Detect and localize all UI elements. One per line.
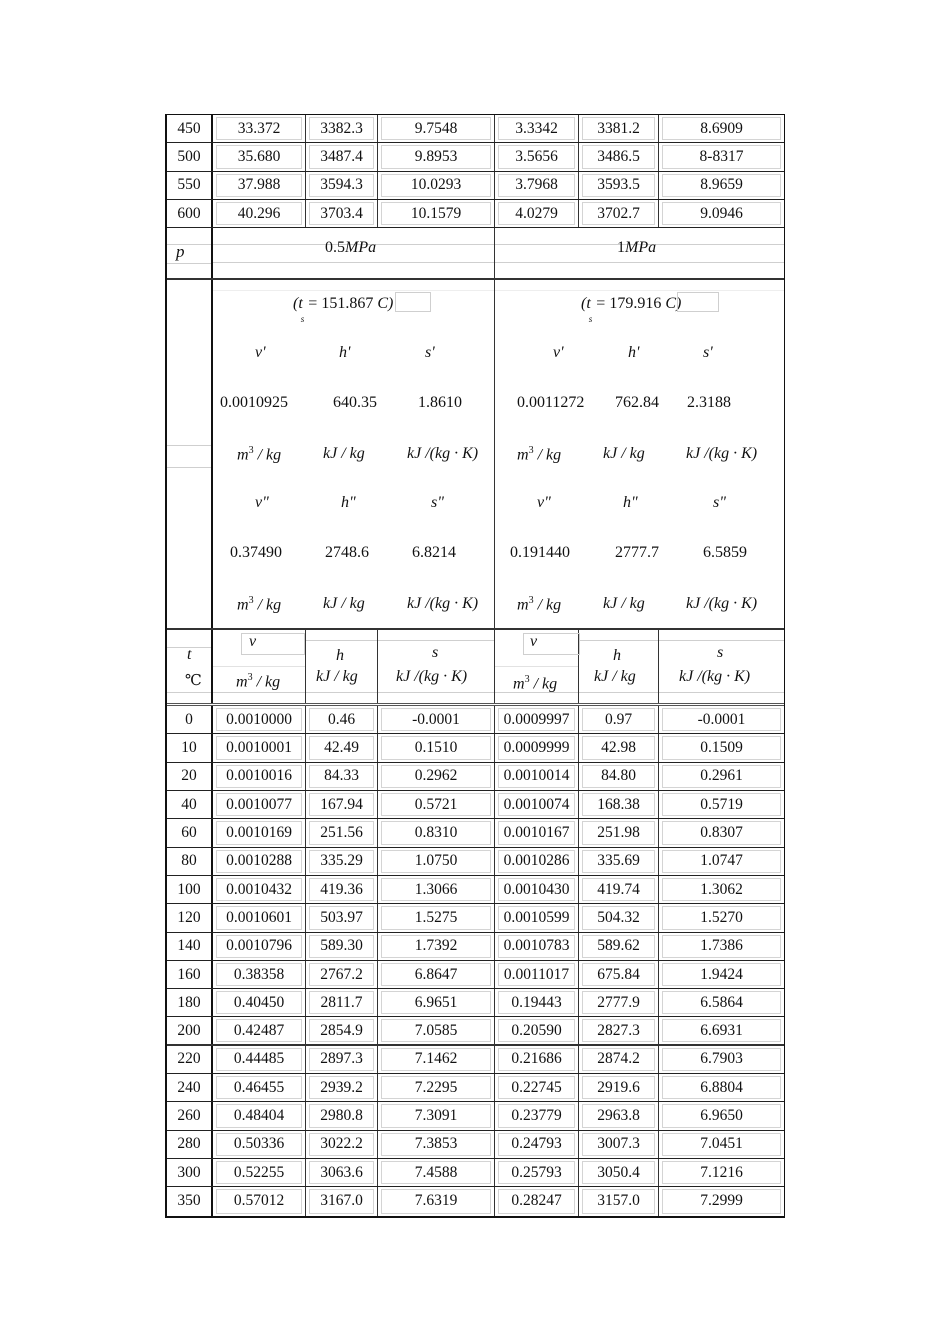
s-cell-0.5mpa: 6.8647 bbox=[378, 961, 495, 988]
h-cell-1mpa: 42.98 bbox=[579, 734, 659, 761]
s-cell-0.5mpa: 7.2295 bbox=[378, 1074, 495, 1101]
v-vapor-unit: $m^3$ / kg bbox=[517, 595, 562, 614]
s-cell-1mpa: 0.2961 bbox=[659, 763, 784, 790]
temp-cell: 140 bbox=[167, 933, 213, 960]
h-cell-1mpa: 504.32 bbox=[579, 904, 659, 931]
pressure-1mpa-label: 1MPa bbox=[617, 239, 657, 257]
table-row bbox=[167, 989, 784, 1017]
saturation-temp-0.5mpa: ($t_s = 151.867$ C) bbox=[293, 295, 394, 325]
s-header-0.5mpa bbox=[378, 630, 495, 703]
s-cell-0.5mpa: 7.3853 bbox=[378, 1131, 495, 1158]
h-liquid-value: 640.35 bbox=[333, 394, 377, 412]
v-vapor-symbol: v" bbox=[537, 494, 551, 512]
s-cell-1mpa: -0.0001 bbox=[659, 706, 784, 733]
temp-cell: 100 bbox=[167, 876, 213, 903]
table-row bbox=[167, 1017, 784, 1045]
v-cell-0.5mpa: 35.680 bbox=[213, 143, 306, 170]
h-cell-1mpa: 2963.8 bbox=[579, 1102, 659, 1129]
temp-cell: 120 bbox=[167, 904, 213, 931]
v-cell-0.5mpa: 0.0010288 bbox=[213, 848, 306, 875]
v-cell-1mpa: 0.0010074 bbox=[495, 791, 579, 818]
h-cell-0.5mpa: 42.49 bbox=[306, 734, 378, 761]
temp-header-cell bbox=[167, 630, 213, 703]
h-vapor-symbol: h" bbox=[341, 494, 356, 512]
s-header-1mpa bbox=[659, 630, 784, 703]
h-liquid-symbol: h' bbox=[339, 344, 351, 362]
s-cell-1mpa: 0.5719 bbox=[659, 791, 784, 818]
h-cell-1mpa: 168.38 bbox=[579, 791, 659, 818]
h-cell-0.5mpa: 0.46 bbox=[306, 706, 378, 733]
v-cell-0.5mpa: 37.988 bbox=[213, 172, 306, 199]
h-cell-0.5mpa: 419.36 bbox=[306, 876, 378, 903]
v-cell-1mpa: 0.23779 bbox=[495, 1102, 579, 1129]
v-cell-1mpa: 0.0010783 bbox=[495, 933, 579, 960]
h-vapor-value: 2777.7 bbox=[615, 544, 659, 562]
h-cell-0.5mpa: 3167.0 bbox=[306, 1187, 378, 1215]
table-row bbox=[167, 1131, 784, 1159]
s-cell-0.5mpa: 1.3066 bbox=[378, 876, 495, 903]
table-row bbox=[167, 791, 784, 819]
saturation-section bbox=[167, 280, 784, 630]
h-cell-1mpa: 335.69 bbox=[579, 848, 659, 875]
saturation-0.5mpa bbox=[213, 280, 495, 628]
temp-unit: ℃ bbox=[185, 673, 202, 690]
h-cell-0.5mpa: 2897.3 bbox=[306, 1046, 378, 1073]
h-cell-1mpa: 419.74 bbox=[579, 876, 659, 903]
temp-cell: 550 bbox=[167, 172, 213, 199]
table-row bbox=[167, 734, 784, 762]
s-vapor-symbol: s" bbox=[713, 494, 726, 512]
s-cell-1mpa: 8.9659 bbox=[659, 172, 784, 199]
h-header-1mpa bbox=[579, 630, 659, 703]
steam-table bbox=[165, 114, 785, 1218]
h-cell-1mpa: 3486.5 bbox=[579, 143, 659, 170]
h-cell-1mpa: 84.80 bbox=[579, 763, 659, 790]
v-cell-0.5mpa: 0.0010077 bbox=[213, 791, 306, 818]
table-row bbox=[167, 933, 784, 961]
v-cell-1mpa: 0.0011017 bbox=[495, 961, 579, 988]
s-cell-0.5mpa: 1.7392 bbox=[378, 933, 495, 960]
s-unit: kJ /(kg · K) bbox=[679, 668, 751, 686]
v-cell-1mpa: 0.0010014 bbox=[495, 763, 579, 790]
v-symbol: v bbox=[249, 633, 257, 651]
temp-cell: 300 bbox=[167, 1159, 213, 1186]
v-vapor-symbol: v" bbox=[255, 494, 269, 512]
v-cell-1mpa: 0.0009997 bbox=[495, 706, 579, 733]
s-cell-0.5mpa: 0.5721 bbox=[378, 791, 495, 818]
v-vapor-unit: $m^3$ / kg bbox=[237, 595, 282, 614]
s-cell-1mpa: 7.0451 bbox=[659, 1131, 784, 1158]
v-cell-0.5mpa: 0.50336 bbox=[213, 1131, 306, 1158]
s-vapor-value: 6.5859 bbox=[703, 544, 747, 562]
table-row bbox=[167, 115, 784, 143]
s-cell-0.5mpa: 10.0293 bbox=[378, 172, 495, 199]
v-unit: $m^3$ / kg bbox=[236, 672, 281, 691]
s-cell-1mpa: 1.5270 bbox=[659, 904, 784, 931]
h-cell-1mpa: 675.84 bbox=[579, 961, 659, 988]
table-row bbox=[167, 763, 784, 791]
s-cell-0.5mpa: 7.3091 bbox=[378, 1102, 495, 1129]
saturation-label-cell bbox=[167, 280, 213, 628]
v-liquid-value: 0.0011272 bbox=[517, 394, 585, 412]
temp-cell: 240 bbox=[167, 1074, 213, 1101]
pressure-0.5mpa-label: 0.5MPa bbox=[325, 239, 377, 257]
h-unit: kJ / kg bbox=[316, 668, 358, 686]
s-cell-1mpa: 6.5864 bbox=[659, 989, 784, 1016]
v-cell-1mpa: 0.0010599 bbox=[495, 904, 579, 931]
s-cell-0.5mpa: 6.9651 bbox=[378, 989, 495, 1016]
v-cell-0.5mpa: 0.0010016 bbox=[213, 763, 306, 790]
s-cell-1mpa: 7.1216 bbox=[659, 1159, 784, 1186]
h-cell-1mpa: 3050.4 bbox=[579, 1159, 659, 1186]
v-cell-1mpa: 0.24793 bbox=[495, 1131, 579, 1158]
v-cell-1mpa: 3.7968 bbox=[495, 172, 579, 199]
s-cell-1mpa: 1.9424 bbox=[659, 961, 784, 988]
table-row bbox=[167, 961, 784, 989]
h-liquid-value: 762.84 bbox=[615, 394, 659, 412]
s-liquid-symbol: s' bbox=[425, 344, 435, 362]
s-cell-0.5mpa: 0.1510 bbox=[378, 734, 495, 761]
s-liquid-symbol: s' bbox=[703, 344, 713, 362]
v-header-0.5mpa bbox=[213, 630, 306, 703]
pressure-label-cell bbox=[167, 228, 213, 278]
h-cell-1mpa: 2919.6 bbox=[579, 1074, 659, 1101]
v-cell-1mpa: 0.0010167 bbox=[495, 819, 579, 846]
s-cell-0.5mpa: 0.8310 bbox=[378, 819, 495, 846]
h-vapor-symbol: h" bbox=[623, 494, 638, 512]
s-cell-0.5mpa: 10.1579 bbox=[378, 200, 495, 227]
s-vapor-unit: kJ /(kg · K) bbox=[686, 595, 758, 613]
h-cell-1mpa: 2827.3 bbox=[579, 1017, 659, 1043]
table-row bbox=[167, 848, 784, 876]
h-vapor-unit: kJ / kg bbox=[603, 595, 645, 613]
s-cell-1mpa: 6.8804 bbox=[659, 1074, 784, 1101]
s-vapor-symbol: s" bbox=[431, 494, 444, 512]
table-row bbox=[167, 143, 784, 171]
v-liquid-symbol: v' bbox=[255, 344, 266, 362]
h-cell-1mpa: 589.62 bbox=[579, 933, 659, 960]
v-cell-1mpa: 0.0010286 bbox=[495, 848, 579, 875]
h-cell-0.5mpa: 503.97 bbox=[306, 904, 378, 931]
s-symbol: s bbox=[717, 644, 724, 662]
v-cell-1mpa: 0.0009999 bbox=[495, 734, 579, 761]
table-row bbox=[167, 1102, 784, 1130]
temp-cell: 350 bbox=[167, 1187, 213, 1215]
v-cell-1mpa: 3.5656 bbox=[495, 143, 579, 170]
data-rows-section bbox=[167, 706, 784, 1215]
temp-cell: 0 bbox=[167, 706, 213, 733]
h-vapor-unit: kJ / kg bbox=[323, 595, 365, 613]
s-liquid-unit: kJ /(kg · K) bbox=[686, 445, 758, 463]
table-row bbox=[167, 876, 784, 904]
s-cell-0.5mpa: -0.0001 bbox=[378, 706, 495, 733]
v-symbol: v bbox=[530, 633, 538, 651]
h-cell-1mpa: 0.97 bbox=[579, 706, 659, 733]
temp-cell: 600 bbox=[167, 200, 213, 227]
table-row bbox=[167, 904, 784, 932]
h-cell-0.5mpa: 251.56 bbox=[306, 819, 378, 846]
h-header-0.5mpa bbox=[306, 630, 378, 703]
v-cell-0.5mpa: 0.0010432 bbox=[213, 876, 306, 903]
h-cell-0.5mpa: 3487.4 bbox=[306, 143, 378, 170]
h-symbol: h bbox=[336, 647, 344, 665]
table-row bbox=[167, 200, 784, 228]
v-cell-1mpa: 0.0010430 bbox=[495, 876, 579, 903]
s-cell-1mpa: 1.7386 bbox=[659, 933, 784, 960]
h-cell-1mpa: 2777.9 bbox=[579, 989, 659, 1016]
v-cell-0.5mpa: 0.46455 bbox=[213, 1074, 306, 1101]
v-cell-0.5mpa: 40.296 bbox=[213, 200, 306, 227]
table-row bbox=[167, 1046, 784, 1074]
v-unit: $m^3$ / kg bbox=[513, 674, 558, 693]
h-cell-0.5mpa: 2811.7 bbox=[306, 989, 378, 1016]
s-cell-0.5mpa: 9.7548 bbox=[378, 115, 495, 142]
temp-cell: 220 bbox=[167, 1046, 213, 1073]
v-cell-0.5mpa: 0.0010796 bbox=[213, 933, 306, 960]
v-cell-1mpa: 4.0279 bbox=[495, 200, 579, 227]
temp-cell: 450 bbox=[167, 115, 213, 142]
s-symbol: s bbox=[432, 644, 439, 662]
s-cell-0.5mpa: 1.0750 bbox=[378, 848, 495, 875]
saturation-1mpa bbox=[495, 280, 784, 628]
h-cell-0.5mpa: 2854.9 bbox=[306, 1017, 378, 1043]
s-cell-1mpa: 8.6909 bbox=[659, 115, 784, 142]
v-cell-1mpa: 0.22745 bbox=[495, 1074, 579, 1101]
v-cell-1mpa: 0.19443 bbox=[495, 989, 579, 1016]
temp-cell: 280 bbox=[167, 1131, 213, 1158]
v-cell-0.5mpa: 0.0010000 bbox=[213, 706, 306, 733]
h-cell-1mpa: 3007.3 bbox=[579, 1131, 659, 1158]
h-cell-1mpa: 3157.0 bbox=[579, 1187, 659, 1215]
s-vapor-unit: kJ /(kg · K) bbox=[407, 595, 479, 613]
s-cell-1mpa: 0.8307 bbox=[659, 819, 784, 846]
h-cell-0.5mpa: 3382.3 bbox=[306, 115, 378, 142]
h-liquid-symbol: h' bbox=[628, 344, 640, 362]
s-cell-1mpa: 1.3062 bbox=[659, 876, 784, 903]
h-unit: kJ / kg bbox=[594, 668, 636, 686]
degree-symbol-box bbox=[677, 292, 719, 312]
temp-cell: 500 bbox=[167, 143, 213, 170]
pressure-header bbox=[167, 228, 784, 280]
temp-cell: 20 bbox=[167, 763, 213, 790]
h-symbol: h bbox=[613, 647, 621, 665]
table-row bbox=[167, 1187, 784, 1215]
v-cell-0.5mpa: 0.38358 bbox=[213, 961, 306, 988]
pressure-0.5mpa-cell bbox=[213, 228, 495, 278]
table-row bbox=[167, 706, 784, 734]
h-cell-0.5mpa: 335.29 bbox=[306, 848, 378, 875]
table-row bbox=[167, 1074, 784, 1102]
h-cell-0.5mpa: 3594.3 bbox=[306, 172, 378, 199]
s-unit: kJ /(kg · K) bbox=[396, 668, 468, 686]
v-cell-0.5mpa: 0.0010001 bbox=[213, 734, 306, 761]
v-cell-0.5mpa: 0.0010601 bbox=[213, 904, 306, 931]
s-cell-1mpa: 6.7903 bbox=[659, 1046, 784, 1073]
s-cell-1mpa: 0.1509 bbox=[659, 734, 784, 761]
v-cell-1mpa: 0.20590 bbox=[495, 1017, 579, 1043]
s-cell-0.5mpa: 7.4588 bbox=[378, 1159, 495, 1186]
s-cell-1mpa: 6.6931 bbox=[659, 1017, 784, 1043]
v-cell-1mpa: 0.21686 bbox=[495, 1046, 579, 1073]
column-header bbox=[167, 630, 784, 706]
v-cell-0.5mpa: 0.40450 bbox=[213, 989, 306, 1016]
v-cell-0.5mpa: 0.0010169 bbox=[213, 819, 306, 846]
steam-table-page bbox=[165, 114, 785, 1218]
v-liquid-unit: $m^3$ / kg bbox=[517, 445, 562, 464]
h-cell-1mpa: 2874.2 bbox=[579, 1046, 659, 1073]
h-cell-0.5mpa: 167.94 bbox=[306, 791, 378, 818]
h-cell-1mpa: 3593.5 bbox=[579, 172, 659, 199]
degree-symbol-box bbox=[395, 292, 431, 312]
v-cell-0.5mpa: 0.42487 bbox=[213, 1017, 306, 1043]
s-cell-1mpa: 1.0747 bbox=[659, 848, 784, 875]
pressure-1mpa-cell bbox=[495, 228, 784, 278]
temp-cell: 260 bbox=[167, 1102, 213, 1129]
h-cell-0.5mpa: 2939.2 bbox=[306, 1074, 378, 1101]
h-cell-1mpa: 251.98 bbox=[579, 819, 659, 846]
s-liquid-value: 1.8610 bbox=[418, 394, 462, 412]
pressure-symbol: p bbox=[176, 242, 185, 262]
s-liquid-value: 2.3188 bbox=[687, 394, 731, 412]
h-cell-0.5mpa: 2980.8 bbox=[306, 1102, 378, 1129]
h-cell-1mpa: 3702.7 bbox=[579, 200, 659, 227]
v-vapor-value: 0.37490 bbox=[230, 544, 282, 562]
table-row bbox=[167, 819, 784, 847]
v-cell-0.5mpa: 0.44485 bbox=[213, 1046, 306, 1073]
s-cell-0.5mpa: 7.6319 bbox=[378, 1187, 495, 1215]
temp-symbol: t bbox=[187, 646, 192, 664]
v-cell-1mpa: 3.3342 bbox=[495, 115, 579, 142]
v-liquid-value: 0.0010925 bbox=[220, 394, 288, 412]
h-cell-0.5mpa: 3063.6 bbox=[306, 1159, 378, 1186]
temp-cell: 40 bbox=[167, 791, 213, 818]
h-cell-1mpa: 3381.2 bbox=[579, 115, 659, 142]
s-cell-0.5mpa: 0.2962 bbox=[378, 763, 495, 790]
h-cell-0.5mpa: 589.30 bbox=[306, 933, 378, 960]
h-cell-0.5mpa: 3022.2 bbox=[306, 1131, 378, 1158]
s-cell-0.5mpa: 9.8953 bbox=[378, 143, 495, 170]
s-cell-1mpa: 8-8317 bbox=[659, 143, 784, 170]
v-cell-0.5mpa: 0.48404 bbox=[213, 1102, 306, 1129]
s-cell-1mpa: 6.9650 bbox=[659, 1102, 784, 1129]
v-liquid-symbol: v' bbox=[553, 344, 564, 362]
v-vapor-value: 0.191440 bbox=[510, 544, 570, 562]
v-cell-0.5mpa: 33.372 bbox=[213, 115, 306, 142]
h-cell-0.5mpa: 3703.4 bbox=[306, 200, 378, 227]
temp-cell: 60 bbox=[167, 819, 213, 846]
s-cell-1mpa: 7.2999 bbox=[659, 1187, 784, 1215]
v-cell-0.5mpa: 0.52255 bbox=[213, 1159, 306, 1186]
temp-cell: 180 bbox=[167, 989, 213, 1016]
h-liquid-unit: kJ / kg bbox=[323, 445, 365, 463]
s-liquid-unit: kJ /(kg · K) bbox=[407, 445, 479, 463]
s-cell-0.5mpa: 7.0585 bbox=[378, 1017, 495, 1043]
top-rows-section bbox=[167, 115, 784, 228]
s-cell-0.5mpa: 1.5275 bbox=[378, 904, 495, 931]
saturation-temp-1mpa: ($t_s = 179.916$ C) bbox=[581, 295, 682, 325]
v-cell-1mpa: 0.25793 bbox=[495, 1159, 579, 1186]
temp-cell: 200 bbox=[167, 1017, 213, 1043]
table-row bbox=[167, 172, 784, 200]
s-vapor-value: 6.8214 bbox=[412, 544, 456, 562]
s-cell-0.5mpa: 7.1462 bbox=[378, 1046, 495, 1073]
v-header-1mpa bbox=[495, 630, 579, 703]
h-cell-0.5mpa: 2767.2 bbox=[306, 961, 378, 988]
s-cell-1mpa: 9.0946 bbox=[659, 200, 784, 227]
table-row bbox=[167, 1159, 784, 1187]
temp-cell: 80 bbox=[167, 848, 213, 875]
h-vapor-value: 2748.6 bbox=[325, 544, 369, 562]
v-cell-0.5mpa: 0.57012 bbox=[213, 1187, 306, 1215]
h-liquid-unit: kJ / kg bbox=[603, 445, 645, 463]
temp-cell: 160 bbox=[167, 961, 213, 988]
v-cell-1mpa: 0.28247 bbox=[495, 1187, 579, 1215]
temp-cell: 10 bbox=[167, 734, 213, 761]
v-liquid-unit: $m^3$ / kg bbox=[237, 445, 282, 464]
h-cell-0.5mpa: 84.33 bbox=[306, 763, 378, 790]
